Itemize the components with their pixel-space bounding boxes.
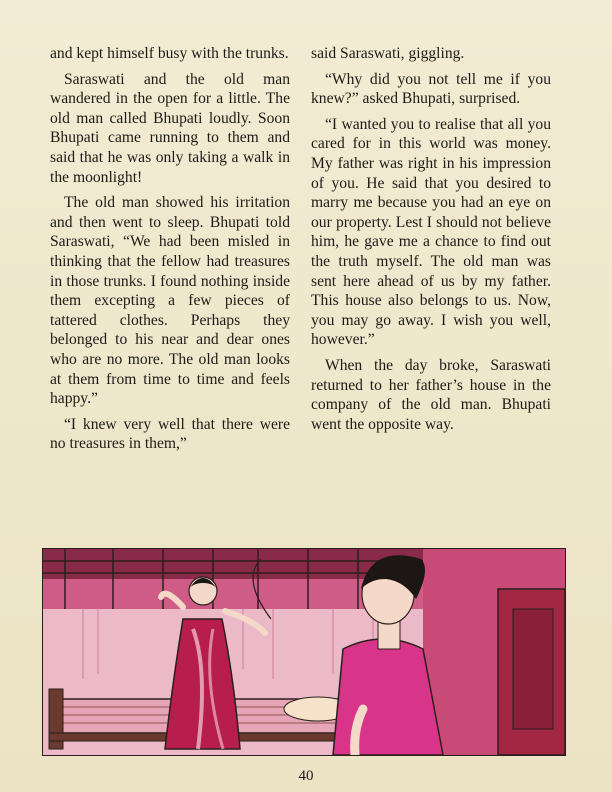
paragraph: “Why did you not tell me if you knew?” asked Bhupati, surprised.: [311, 70, 551, 108]
paragraph: “I wanted you to realise that all you cared for in this world was money. My father was right in his impression of you. He said that you desired to marry me because you had an eye on our property. Lest I should not believe him, he gave me a chance to find out the truth myself. The old man was sent here ahead of us by my father. This house also belongs to us. Now, you may go away. I wish you well, however.”: [311, 115, 551, 349]
paragraph: The old man showed his irritation and then went to sleep. Bhupati told Saraswati, “We had been misled in thinking that the fellow had treasures in those trunks. I found nothing inside them excepting a few pieces of tattered clothes. Perhaps they belonged to his near and dear ones who are no more. The old man looks at them from time to time and feels happy.”: [50, 194, 290, 408]
story-illustration: [42, 548, 566, 756]
paragraph: Saraswati and the old man wandered in the open for a little. The old man called Bhupati loudly. Soon Bhupati came running to them and said that he was only taking a walk in the moonlight!: [50, 70, 290, 186]
paragraph: said Saraswati, giggling.: [311, 45, 465, 62]
door-panel: [513, 609, 553, 729]
paragraph: “I knew very well that there were no treasures in them,”: [50, 415, 290, 453]
illustration-svg: [43, 549, 565, 755]
paragraph: When the day broke, Saraswati returned to her father’s house in the company of the old man. Bhupati went the opposite way.: [311, 356, 551, 433]
ceiling-beam: [43, 549, 423, 579]
page-number: 40: [298, 768, 314, 784]
text-column-left: [50, 44, 290, 460]
paragraph: and kept himself busy with the trunks.: [50, 45, 289, 62]
text-column-right: [311, 44, 551, 440]
